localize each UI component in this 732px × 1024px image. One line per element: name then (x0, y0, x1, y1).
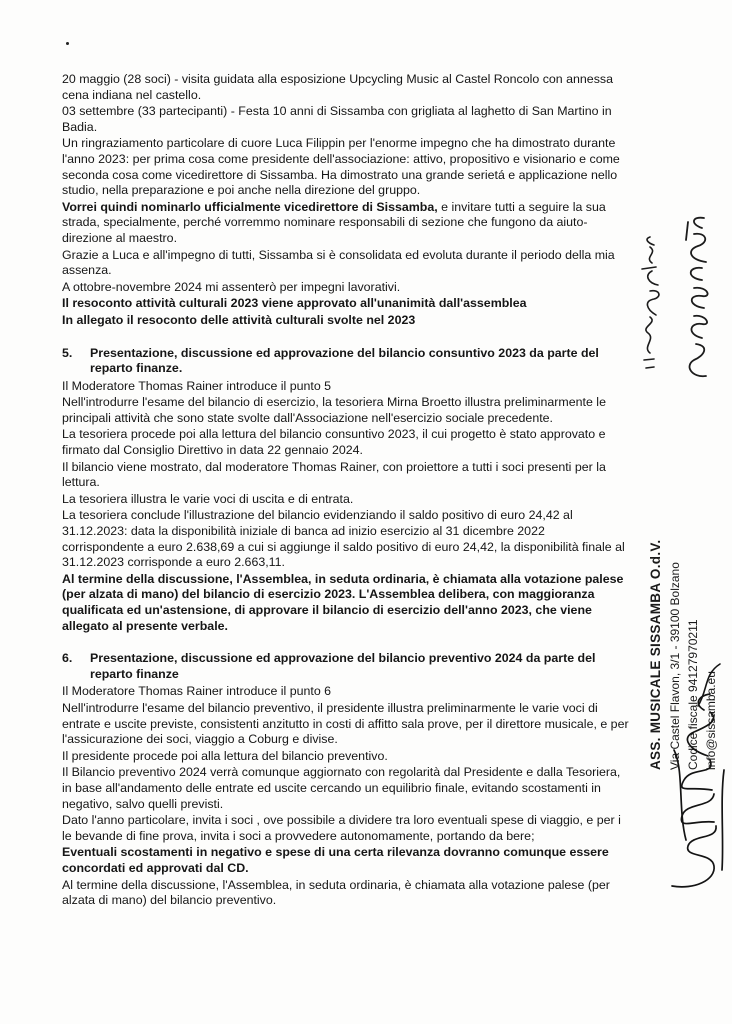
attachment-line: In allegato il resoconto delle attività culturali svolte nel 2023 (62, 312, 416, 327)
paragraph-anniversary: 03 settembre (33 partecipanti) - Festa 10 anni di Sissamba con grigliata al laghetto di San Martino in Badia. (62, 104, 612, 134)
stamp-name: ASS. MUSICALE SISSAMBA O.d.V. (648, 539, 663, 770)
section-5-paragraph: Il bilancio viene mostrato, dal moderatore Thomas Rainer, con proiettore a tutti i soci presenti per la lettura. (62, 459, 606, 490)
section-6-paragraph: Il Moderatore Thomas Rainer introduce il punto 6 (62, 684, 332, 699)
scan-speck (66, 42, 69, 45)
section-5-paragraph: La tesoriera procede poi alla lettura del bilancio consuntivo 2023, il cui progetto è stato approvato e firmato dal Consiglio Direttivo in data 22 gennaio 2024. (62, 427, 606, 458)
document-body (62, 72, 630, 910)
section-6-paragraph: Dato l'anno particolare, invita i soci , ove possibile a dividere tra loro eventuali spese di viaggio, e per i le bevande di fine prova, invita i soci a provvedere autonomamente, portando da bere; (62, 813, 621, 843)
handwriting-name-image (672, 210, 720, 380)
section-5-paragraph: Il Moderatore Thomas Rainer introduce il punto 5 (62, 378, 332, 393)
signature-flourish-image (694, 660, 726, 710)
section-5-heading (62, 346, 630, 377)
handwriting-secretary-image (632, 235, 672, 375)
signature-flourish (694, 660, 726, 710)
section-5-number: 5. (62, 345, 73, 360)
section-5-conclusion: Al termine della discussione, l'Assemblea, in seduta ordinaria, è chiamata alla votazione palese (per alzata di mano) del bilancio di esercizio 2023. L'Assemblea delibera, con maggioranza qualificata ed un'astensione, di approvare il bilancio di esercizio dell'anno 2023, che viene allegato al presente verbale. (62, 571, 624, 633)
paragraph-absence: A ottobre-novembre 2024 mi assenterò per impegni lavorativi. (62, 279, 401, 294)
section-5-paragraph: La tesoriera illustra le varie voci di uscita e di entrata. (62, 491, 354, 506)
approval-line: Il resoconto attività culturali 2023 viene approvato all'unanimità dall'assemblea (62, 296, 527, 311)
paragraph-visit: 20 maggio (28 soci) - visita guidata alla esposizione Upcycling Music al Castel Roncolo con annessa cena indiana nel castello. (62, 72, 613, 102)
signature-image (664, 690, 730, 900)
handwritten-signature (664, 690, 730, 900)
paragraph-thanks-luca: Un ringraziamento particolare di cuore Luca Filippin per l'enorme impegno che ha dimostrato durante l'anno 2023: per prima cosa come presidente dell'associazione: attivo, propositivo e visionario e come seconda cosa come vicedirettore di Sissamba. Ha dimostrato una grande serietá e applicazione nello studio, nella preparazione e poi anche nella direzione del gruppo. (62, 136, 620, 198)
section-5-paragraph: Nell'introdurre l'esame del bilancio di esercizio, la tesoriera Mirna Broetto illustra preliminarmente le principali attività che sono state svolte dall'Associazione nell'esercizio sociale precedente. (62, 395, 606, 425)
handwritten-secretary-note (632, 235, 672, 375)
stamp-tax-code: Codice fiscale 94127970211 (686, 619, 700, 770)
nomination-rest: e invitare tutti a seguire la sua strada, specialmente, perché vorremmo nominare responsabili di sezione che fungono da aiuto-direzione al maestro. (62, 199, 606, 245)
section-6-closing: Al termine della discussione, l'Assemblea, in seduta ordinaria, è chiamata alla votazione palese (per alzata di mano) del bilancio preventivo. (62, 877, 610, 908)
section-5-paragraph: La tesoriera conclude l'illustrazione del bilancio evidenziando il saldo positivo di euro 24,42 al 31.12.2023: data la disponibilità iniziale di banca ad inizio esercizio al 31 dicembre 2022 corrispondente a euro 2.638,69 a cui si aggiunge il saldo positivo di euro 24,42, la disponibilità finale al 31.12.2023 corrisponde a euro 2.663,11. (62, 508, 625, 570)
section-6-title: Presentazione, discussione ed approvazione del bilancio preventivo 2024 da parte del reparto finanze (90, 651, 596, 681)
section-6-bold-note: Eventuali scostamenti in negativo e spese di una certa rilevanza dovranno comunque essere concordati ed approvati dal CD. (62, 845, 609, 875)
section-6-paragraph: Il presidente procede poi alla lettura del bilancio preventivo. (62, 748, 388, 763)
paragraph-nomination (62, 200, 630, 247)
stamp-address: Via Castel Flavon, 3/1 - 39100 Bolzano (668, 562, 682, 770)
section-5-title: Presentazione, discussione ed approvazione del bilancio consuntivo 2023 da parte del reparto finanze. (90, 345, 599, 376)
paragraph-consolidation: Grazie a Luca e all'impegno di tutti, Sissamba si è consolidata ed evoluta durante il periodo della mia assenza. (62, 247, 615, 278)
section-6-paragraph: Nell'introdurre l'esame del bilancio preventivo, il presidente illustra preliminarmente le varie voci di entrate e uscite previste, consistenti anzitutto in costi di affitto sala prove, per il direttore musicale, e per l'assicurazione dei soci, viaggio a Coburg e divise. (62, 700, 629, 747)
section-6-paragraph: Il Bilancio preventivo 2024 verrà comunque aggiornato con regolarità dal Presidente e dalla Tesoriera, in base all'andamento delle entrate ed uscite cercando un equilibrio finale, evitando scostamenti in negativo, salvo quelli previsti. (62, 765, 621, 811)
section-6-number: 6. (62, 651, 73, 666)
nomination-bold: Vorrei quindi nominarlo ufficialmente vicedirettore di Sissamba, (62, 199, 438, 214)
section-6-heading (62, 651, 630, 682)
stamp-email: info@sissamba.eu (704, 671, 718, 770)
handwritten-name-note (672, 210, 720, 380)
